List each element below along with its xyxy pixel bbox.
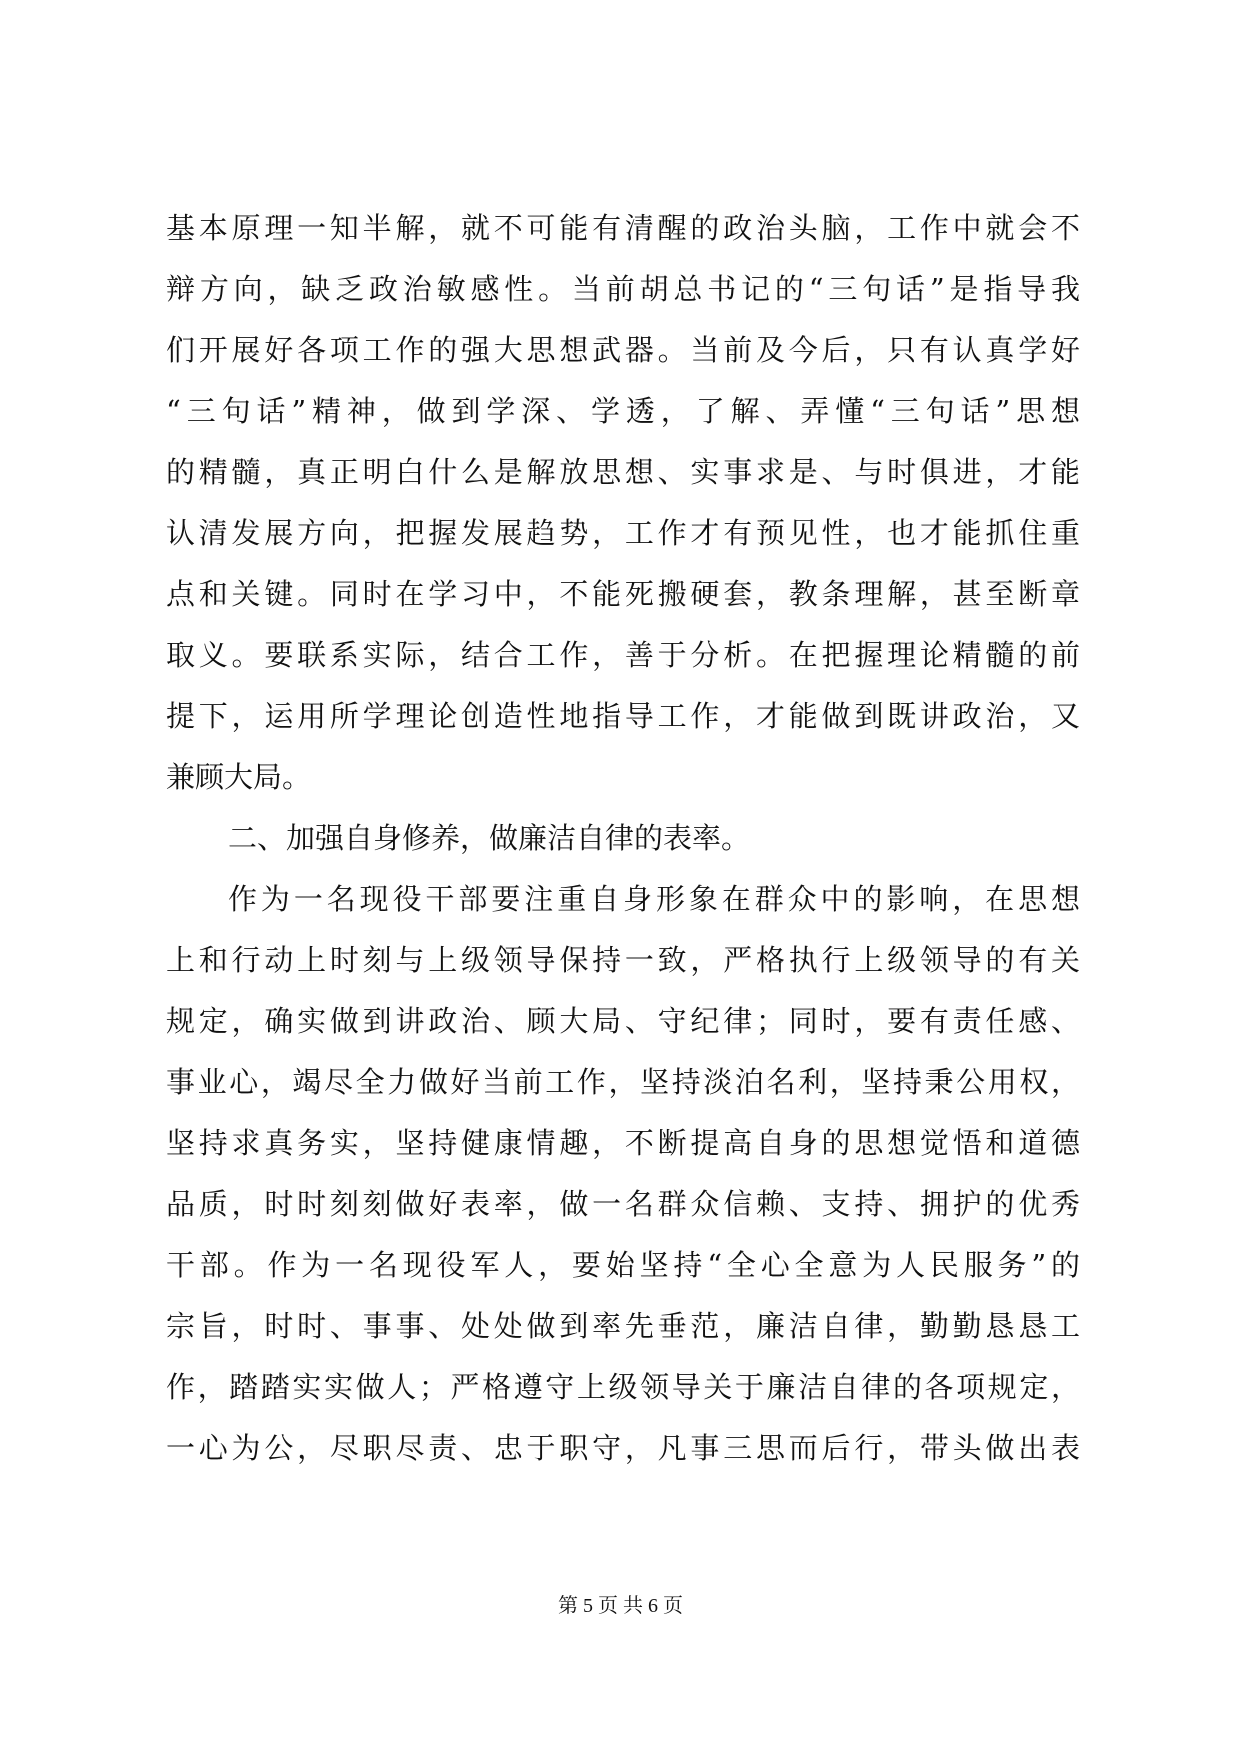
- body-line-13: 上和行动上时刻与上级领导保持一致，严格执行上级领导的有关: [166, 943, 1080, 977]
- body-line-21: 一心为公，尽职尽责、忠于职守，凡事三思而后行，带头做出表: [166, 1431, 1080, 1465]
- body-line-10: 兼顾大局。: [166, 760, 312, 794]
- body-line-15: 事业心，竭尽全力做好当前工作，坚持淡泊名利，坚持秉公用权，: [166, 1065, 1080, 1099]
- body-line-3: 们开展好各项工作的强大思想武器。当前及今后，只有认真学好: [166, 333, 1080, 367]
- body-line-1: 基本原理一知半解，就不可能有清醒的政治头脑，工作中就会不: [166, 211, 1080, 245]
- body-line-2: 辩方向，缺乏政治敏感性。当前胡总书记的“三句话”是指导我: [166, 272, 1080, 306]
- section-heading: 二、加强自身修养，做廉洁自律的表率。: [228, 821, 751, 855]
- body-line-5: 的精髓，真正明白什么是解放思想、实事求是、与时俱进，才能: [166, 455, 1080, 489]
- body-line-19: 宗旨，时时、事事、处处做到率先垂范，廉洁自律，勤勤恳恳工: [166, 1309, 1080, 1343]
- body-line-4: “三句话”精神，做到学深、学透，了解、弄懂“三句话”思想: [166, 394, 1080, 428]
- body-line-18: 干部。作为一名现役军人，要始坚持“全心全意为人民服务”的: [166, 1248, 1080, 1282]
- body-line-6: 认清发展方向，把握发展趋势，工作才有预见性，也才能抓住重: [166, 516, 1080, 550]
- page-number-footer: 第 5 页 共 6 页: [558, 1595, 683, 1617]
- body-line-17: 品质，时时刻刻做好表率，做一名群众信赖、支持、拥护的优秀: [166, 1187, 1080, 1221]
- body-line-7: 点和关键。同时在学习中，不能死搬硬套，教条理解，甚至断章: [166, 577, 1080, 611]
- body-line-14: 规定，确实做到讲政治、顾大局、守纪律；同时，要有责任感、: [166, 1004, 1080, 1038]
- body-line-8: 取义。要联系实际，结合工作，善于分析。在把握理论精髓的前: [166, 638, 1080, 672]
- body-line-9: 提下，运用所学理论创造性地指导工作，才能做到既讲政治，又: [166, 699, 1080, 733]
- body-line-20: 作，踏踏实实做人；严格遵守上级领导关于廉洁自律的各项规定，: [166, 1370, 1080, 1404]
- body-line-12: 作为一名现役干部要注重自身形象在群众中的影响，在思想: [228, 882, 1080, 916]
- body-line-16: 坚持求真务实，坚持健康情趣，不断提高自身的思想觉悟和道德: [166, 1126, 1080, 1160]
